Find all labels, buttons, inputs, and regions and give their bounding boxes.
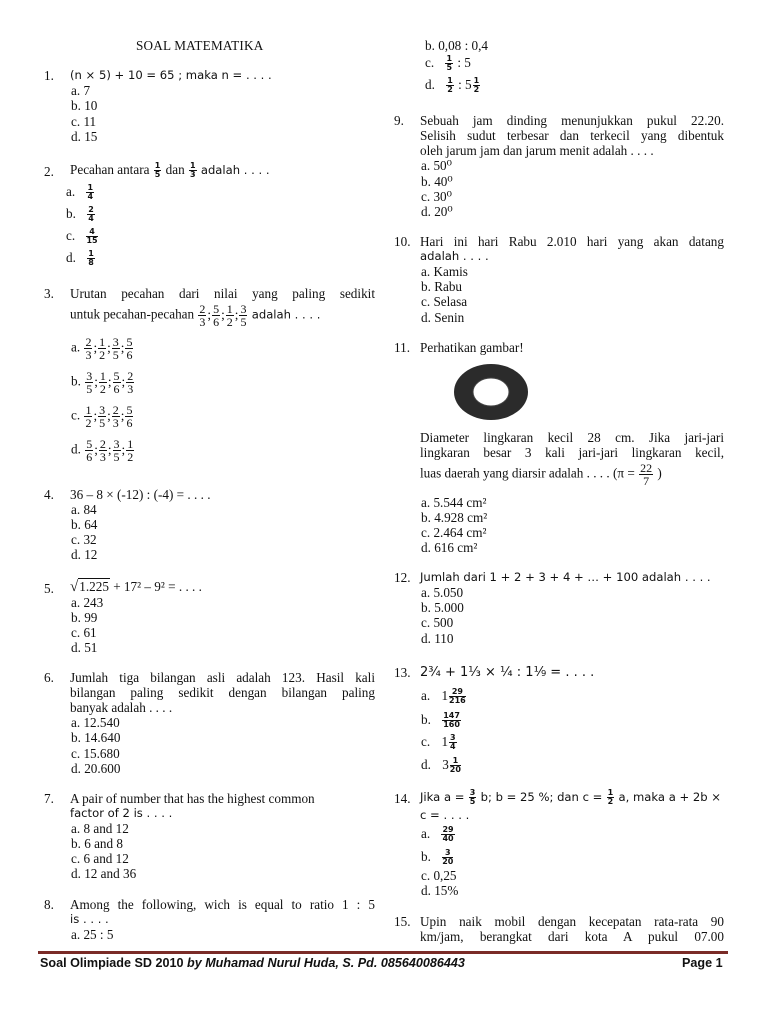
option-d: d. 20.600 xyxy=(71,761,121,776)
footer-credit: Soal Olimpiade SD 2010 by Muhamad Nurul Huda, S. Pd. 085640086443 xyxy=(40,956,465,970)
option-d: d. 12 xyxy=(71,547,98,562)
fraction: $\frac{5}{6}$ xyxy=(126,403,133,430)
question-stem-line: c = . . . . xyxy=(420,808,470,822)
option-b: b. 40⁰ xyxy=(421,174,453,189)
option-d: d. $\frac{1}{2}$ : 5 $\frac{1}{2}$ xyxy=(425,76,480,95)
question-stem-line: is . . . . xyxy=(70,912,109,926)
question-stem-line: bilangan paling sedikit dengan bilangan paling xyxy=(70,685,375,700)
fraction: $\frac{3}{5}$ xyxy=(113,437,120,464)
option-a: a. 1 $\frac{29}{216}$ xyxy=(421,687,466,706)
option-a: a. 5.544 cm² xyxy=(421,495,487,510)
fraction: $\frac{1}{2}$ xyxy=(99,335,106,362)
question-number: 13. xyxy=(394,665,411,680)
option-b: b. $\frac{2}{4}$ xyxy=(66,205,94,224)
fraction: $\frac{2}{3}$ xyxy=(112,403,119,430)
option-a: a. 243 xyxy=(71,595,104,610)
question-stem-line: adalah . . . . xyxy=(420,249,489,263)
question-stem-line: oleh jarum jam dan jarum menit adalah . . . . xyxy=(420,143,654,158)
question-stem-line: A pair of number that has the highest common xyxy=(70,791,315,806)
option-b: b. Rabu xyxy=(421,279,463,294)
option-d: d. $\frac{1}{8}$ xyxy=(66,249,94,268)
option-a: a. 50⁰ xyxy=(421,158,452,173)
fraction: $\frac{1}{2}$ xyxy=(85,403,92,430)
question-stem-line: Hari ini hari Rabu 2.010 hari yang akan datang xyxy=(420,234,724,249)
option-b: b. 5.000 xyxy=(421,600,464,615)
option-c: c. 30⁰ xyxy=(421,189,452,204)
option-a: a. 84 xyxy=(71,502,97,517)
option-d: d. 12 and 36 xyxy=(71,866,137,881)
option-c: c. 61 xyxy=(71,625,97,640)
option-c: c. 11 xyxy=(71,114,97,129)
question-stem-line: luas daerah yang diarsir adalah . . . . (π = $\frac{22}{7}$ ) xyxy=(420,461,662,488)
annulus-figure xyxy=(451,362,531,422)
footer-rule xyxy=(38,951,728,954)
question-number: 6. xyxy=(44,670,54,685)
option-a: a. 7 xyxy=(71,83,91,98)
question-stem-line: untuk pecahan-pecahan $\frac{2}{3}$ ; $\frac{5}{6}$ ; $\frac{1}{2}$ ; $\frac{3}{5}$ adalah . . . . xyxy=(70,302,321,329)
option-c: c. $\frac{1}{5}$ : 5 xyxy=(425,54,471,73)
option-b: b. 0,08 : 0,4 xyxy=(425,38,489,53)
option-c: c. 32 xyxy=(71,532,97,547)
option-c: c. 500 xyxy=(421,615,454,630)
option-b: b. $\frac{3}{5}$ ; $\frac{1}{2}$ ; $\frac{5}{6}$ ; $\frac{2}{3}$ xyxy=(71,369,134,396)
question-stem-line: Sebuah jam dinding menunjukkan pukul 22.20. xyxy=(420,113,724,128)
option-c: c. 15.680 xyxy=(71,746,120,761)
page-number: Page 1 xyxy=(682,956,723,970)
option-c: c. 0,25 xyxy=(421,868,457,883)
option-c: c. 2.464 cm² xyxy=(421,525,487,540)
fraction: $\frac{5}{6}$ xyxy=(113,369,120,396)
fraction: $\frac{3}{5}$ xyxy=(240,302,247,329)
question-stem-line: km/jam, berangkat dari kota A pukul 07.00 xyxy=(420,929,724,944)
fraction: $\frac{3}{5}$ xyxy=(112,335,119,362)
question-stem-line: banyak adalah . . . . xyxy=(70,700,173,715)
question-number: 7. xyxy=(44,791,54,806)
option-a: a. $\frac{2}{3}$ ; $\frac{1}{2}$ ; $\frac{3}{5}$ ; $\frac{5}{6}$ xyxy=(71,335,133,362)
option-a: a. Kamis xyxy=(421,264,468,279)
option-d: d. 20⁰ xyxy=(421,204,453,219)
question-stem-line: Jika a = $\frac{3}{5}$ b; b = 25 %; dan c = $\frac{1}{2}$ a, maka a + 2b × xyxy=(420,788,722,807)
question-stem-line: Diameter lingkaran kecil 28 cm. Jika jari-jari xyxy=(420,430,724,445)
option-d: d. 110 xyxy=(421,631,454,646)
option-a: a. 25 : 5 xyxy=(71,927,114,942)
fraction: $\frac{2}{3}$ xyxy=(85,335,92,362)
question-stem-line: Perhatikan gambar! xyxy=(420,340,524,355)
question-number: 2. xyxy=(44,164,54,179)
option-b: b. 10 xyxy=(71,98,98,113)
question-stem: 2¾ + 1⅓ × ¼ : 1⅑ = . . . . xyxy=(420,665,595,680)
option-b: b. $\frac{3}{20}$ xyxy=(421,848,454,867)
fraction: $\frac{1}{2}$ xyxy=(226,302,233,329)
fraction: $\frac{1}{2}$ xyxy=(99,369,106,396)
fraction: $\frac{2}{3}$ xyxy=(99,437,106,464)
fraction: $\frac{5}{6}$ xyxy=(213,302,220,329)
fraction: $\frac{2}{3}$ xyxy=(199,302,206,329)
question-number: 4. xyxy=(44,487,54,502)
option-d: d. 3 $\frac{1}{20}$ xyxy=(421,756,461,775)
fraction: $\frac{3}{5}$ xyxy=(86,369,93,396)
option-c: c. 1 $\frac{3}{4}$ xyxy=(421,733,456,752)
option-a: a. $\frac{1}{4}$ xyxy=(66,183,94,202)
question-stem: Pecahan antara $\frac{1}{5}$ dan $\frac{1}{3}$ adalah . . . . xyxy=(70,161,270,180)
page-title: SOAL MATEMATIKA xyxy=(136,38,264,53)
question-stem-line: Upin naik mobil dengan kecepatan rata-rata 90 xyxy=(420,914,724,929)
option-a: a. 5.050 xyxy=(421,585,464,600)
question-number: 5. xyxy=(44,581,54,596)
option-c: c. 6 and 12 xyxy=(71,851,129,866)
fraction: $\frac{5}{6}$ xyxy=(126,335,133,362)
question-stem: (n × 5) + 10 = 65 ; maka n = . . . . xyxy=(70,68,272,82)
option-a: a. 8 and 12 xyxy=(71,821,129,836)
option-d: d. Senin xyxy=(421,310,465,325)
question-number: 11. xyxy=(394,340,410,355)
option-c: c. Selasa xyxy=(421,294,468,309)
option-c: c. $\frac{4}{15}$ xyxy=(66,227,98,246)
question-stem-line: lingkaran besar 3 kali jari-jari lingkaran kecil, xyxy=(420,445,724,460)
question-stem-line: Among the following, wich is equal to ratio 1 : 5 xyxy=(70,897,375,912)
option-a: a. $\frac{29}{40}$ xyxy=(421,825,454,844)
question-number: 8. xyxy=(44,897,54,912)
fraction: $\frac{3}{5}$ xyxy=(99,403,106,430)
question-stem-line: Urutan pecahan dari nilai yang paling sedikit xyxy=(70,286,375,301)
option-d: d. 15% xyxy=(421,883,459,898)
option-b: b. 14.640 xyxy=(71,730,121,745)
fraction: $\frac{1}{2}$ xyxy=(127,437,134,464)
option-b: b. 4.928 cm² xyxy=(421,510,488,525)
question-stem-line: factor of 2 is . . . . xyxy=(70,806,173,820)
question-stem: √1.225 + 17² – 9² = . . . . xyxy=(70,579,202,595)
question-number: 12. xyxy=(394,570,411,585)
question-stem-line: Jumlah tiga bilangan asli adalah 123. Hasil kali xyxy=(70,670,375,685)
fraction: $\frac{2}{3}$ xyxy=(127,369,134,396)
option-b: b. 64 xyxy=(71,517,98,532)
question-number: 1. xyxy=(44,68,54,83)
option-c: c. $\frac{1}{2}$ ; $\frac{3}{5}$ ; $\frac{2}{3}$ ; $\frac{5}{6}$ xyxy=(71,403,133,430)
option-d: d. $\frac{5}{6}$ ; $\frac{2}{3}$ ; $\frac{3}{5}$ ; $\frac{1}{2}$ xyxy=(71,437,134,464)
question-stem: Jumlah dari 1 + 2 + 3 + 4 + … + 100 adalah . . . . xyxy=(420,570,711,584)
option-d: d. 616 cm² xyxy=(421,540,478,555)
question-stem-line: Selisih sudut terbesar dan terkecil yang dibentuk xyxy=(420,128,724,143)
question-number: 10. xyxy=(394,234,411,249)
question-number: 3. xyxy=(44,286,54,301)
question-number: 14. xyxy=(394,791,411,806)
option-a: a. 12.540 xyxy=(71,715,120,730)
option-b: b. $\frac{147}{160}$ xyxy=(421,711,460,730)
option-b: b. 99 xyxy=(71,610,98,625)
question-number: 15. xyxy=(394,914,411,929)
option-d: d. 15 xyxy=(71,129,98,144)
question-stem: 36 – 8 × (-12) : (-4) = . . . . xyxy=(70,487,211,502)
fraction: $\frac{5}{6}$ xyxy=(86,437,93,464)
option-d: d. 51 xyxy=(71,640,98,655)
question-number: 9. xyxy=(394,113,404,128)
option-b: b. 6 and 8 xyxy=(71,836,124,851)
